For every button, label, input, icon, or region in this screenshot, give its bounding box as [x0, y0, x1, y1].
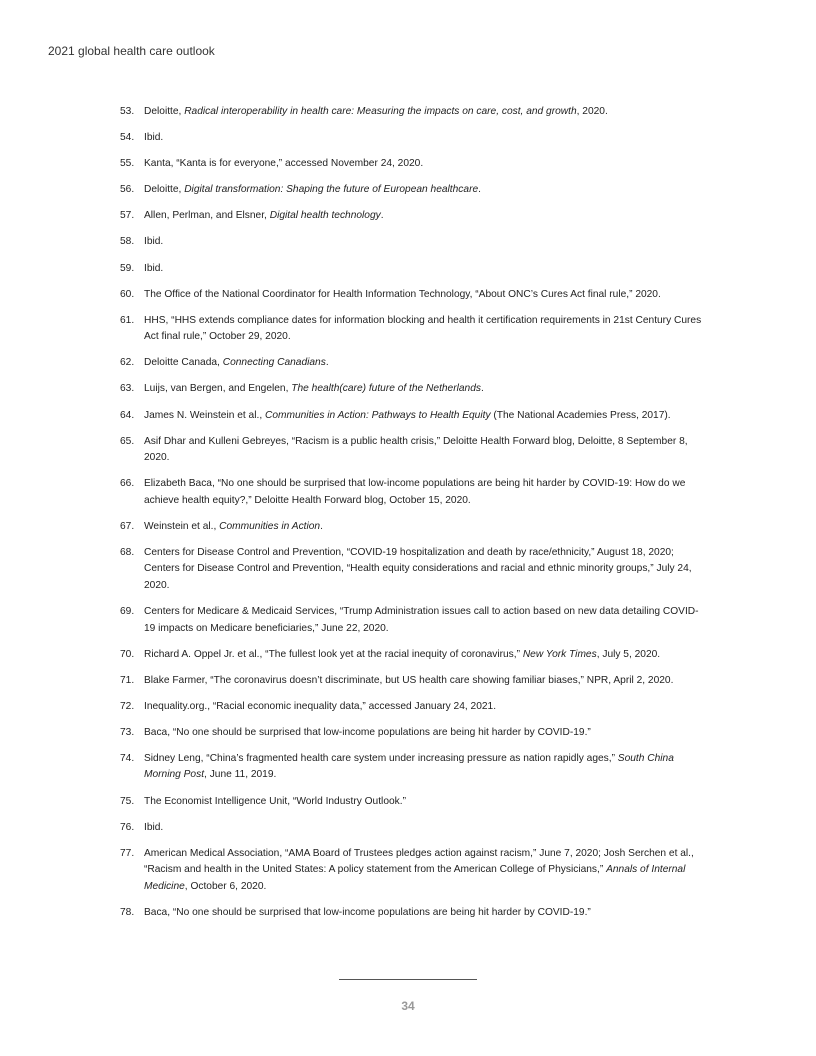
page-number: 34 — [401, 999, 415, 1013]
endnote-item — [112, 208, 702, 225]
endnote-text — [144, 383, 484, 394]
endnote-item — [112, 408, 702, 425]
endnote-text-segment: Centers for Medicare & Medicaid Services, “Trump Administration issues call to action based on new data detailing COVID-19 impacts on Medicare beneficiaries,” June 22, 2020. — [144, 606, 699, 634]
endnote-number: 69. — [120, 606, 135, 617]
endnote-item — [112, 519, 702, 536]
endnote-text — [144, 701, 496, 712]
endnote-text-segment: Richard A. Oppel Jr. et al., “The fullest look yet at the racial inequity of coronavirus,” — [144, 648, 523, 660]
endnote-text-segment: American Medical Association, “AMA Board of Trustees pledges action against racism,” June 7, 2020; Josh Serchen et al., “Racism and health in the United States: A policy statement from the American College of Physicians,” — [144, 847, 694, 876]
endnote-text — [144, 796, 406, 807]
endnote-text — [144, 649, 660, 660]
endnote-item — [112, 434, 702, 467]
endnote-number: 77. — [120, 847, 135, 859]
endnote-number: 57. — [120, 210, 135, 222]
endnote-item — [112, 381, 702, 398]
endnote-item — [112, 104, 702, 121]
endnote-text-segment: Weinstein et al., — [144, 520, 220, 532]
endnote-text-segment: . — [478, 184, 481, 196]
endnote-text-segment: Sidney Leng, “China’s fragmented health care system under increasing pressure as nation rapidly ages,” — [144, 752, 618, 764]
endnote-number: 67. — [120, 520, 135, 532]
endnote-number: 74. — [120, 752, 135, 764]
endnote-text — [144, 521, 323, 532]
endnote-text-segment: Allen, Perlman, and Elsner, — [144, 210, 270, 222]
endnote-item — [112, 673, 702, 690]
endnote-number: 58. — [120, 236, 135, 248]
endnote-title-italic: Communities in Action: Pathways to Health Equity — [264, 409, 491, 421]
endnote-text — [144, 210, 384, 221]
endnote-text — [144, 357, 329, 368]
endnote-text — [144, 675, 673, 686]
endnote-text-segment: . — [325, 357, 329, 369]
endnote-number: 63. — [120, 383, 135, 395]
endnotes-list — [112, 104, 702, 931]
endnote-text-segment: The Office of the National Coordinator for Health Information Technology, “About ONC’s Cures Act final rule,” 2020. — [144, 288, 661, 300]
endnote-number: 64. — [120, 409, 135, 421]
endnote-item — [112, 313, 702, 346]
endnote-text-segment: Baca, “No one should be surprised that low-income populations are being hit harder by COVID-19.” — [144, 726, 591, 738]
endnote-text-segment: Luijs, van Bergen, and Engelen, — [144, 383, 292, 395]
endnote-number: 53. — [120, 106, 135, 117]
endnote-title-italic: Annals of Internal Medicine — [144, 864, 686, 892]
endnote-number: 61. — [120, 314, 135, 326]
endnote-text-segment: Deloitte Canada, — [144, 357, 223, 369]
endnote-text-segment: , 2020. — [576, 106, 608, 117]
endnote-text-segment: Asif Dhar and Kulleni Gebreyes, “Racism is a public health crisis,” Deloitte Health Forward blog, Deloitte, 8 September 8, 2020. — [144, 435, 688, 464]
endnote-item — [112, 182, 702, 199]
endnote-text — [144, 263, 163, 274]
endnote-text-segment: Baca, “No one should be surprised that low-income populations are being hit harder by COVID-19.” — [144, 906, 591, 918]
endnote-text-segment: Ibid. — [144, 821, 164, 833]
endnote-item — [112, 751, 702, 784]
endnote-title-italic: Digital health technology — [269, 210, 381, 222]
endnote-number: 72. — [120, 700, 135, 712]
endnote-number: 66. — [120, 478, 135, 490]
endnote-text-segment: . — [480, 383, 484, 395]
endnote-number: 76. — [120, 821, 135, 833]
endnote-item — [112, 699, 702, 716]
endnote-text-segment: , October 6, 2020. — [184, 880, 267, 892]
endnote-text-segment: Deloitte, — [144, 184, 185, 196]
endnote-item — [112, 130, 702, 147]
endnote-item — [112, 794, 702, 811]
endnote-number: 54. — [120, 132, 135, 144]
endnote-text-segment: Centers for Disease Control and Prevention, “COVID-19 hospitalization and death by race/ethnicity,” August 18, 2020; Centers for Disease Control and Prevention, “Health equity considerations and racial and ethnic minority groups,” July 24, 2020. — [144, 546, 692, 591]
endnote-text-segment: (The National Academies Press, 2017). — [490, 409, 671, 421]
endnote-text-segment: Inequality.org., “Racial economic inequality data,” accessed January 24, 2021. — [144, 700, 497, 712]
endnote-text — [144, 236, 163, 247]
endnote-item — [112, 647, 702, 664]
endnote-item — [112, 820, 702, 837]
endnote-text — [144, 606, 699, 634]
endnote-item — [112, 355, 702, 372]
footer-divider — [339, 979, 477, 980]
endnote-item — [112, 476, 702, 509]
running-header-title: 2021 global health care outlook — [48, 44, 215, 58]
endnote-text-segment: The Economist Intelligence Unit, “World Industry Outlook.” — [144, 795, 406, 807]
endnote-number: 55. — [120, 158, 135, 170]
endnote-number: 70. — [120, 648, 135, 660]
endnote-text — [144, 848, 694, 892]
endnote-title-italic: Digital transformation: Shaping the future of European healthcare — [184, 184, 479, 196]
endnote-text — [144, 436, 688, 464]
endnote-number: 56. — [120, 184, 135, 196]
endnote-text-segment: HHS, “HHS extends compliance dates for information blocking and health it certification requirements in 21st Century Cures Act final rule,” October 29, 2020. — [144, 314, 702, 343]
endnote-number: 62. — [120, 357, 135, 369]
endnote-text-segment: Ibid. — [144, 236, 164, 248]
endnote-text-segment: . — [380, 210, 384, 222]
endnote-number: 60. — [120, 288, 135, 300]
endnote-title-italic: South China Morning Post — [144, 752, 674, 781]
endnote-text — [144, 547, 692, 591]
endnote-item — [112, 156, 702, 173]
endnote-number: 78. — [120, 906, 135, 918]
endnote-title-italic: New York Times — [522, 648, 597, 660]
endnote-number: 75. — [120, 795, 135, 807]
endnote-text-segment: Ibid. — [144, 132, 164, 144]
endnote-number: 65. — [120, 435, 135, 447]
endnote-item — [112, 545, 702, 595]
endnote-number: 68. — [120, 546, 135, 558]
endnote-text-segment: James N. Weinstein et al., — [144, 409, 265, 421]
endnote-text — [144, 753, 674, 781]
endnote-number: 71. — [120, 674, 135, 686]
endnote-text — [144, 132, 163, 143]
endnote-text — [144, 184, 481, 195]
endnote-item — [112, 905, 702, 922]
endnote-text-segment: Blake Farmer, “The coronavirus doesn’t discriminate, but US health care showing familiar biases,” NPR, April 2, 2020. — [144, 674, 674, 686]
endnote-text-segment: Deloitte, — [144, 106, 185, 117]
endnote-text-segment: Kanta, “Kanta is for everyone,” accessed November 24, 2020. — [144, 158, 424, 170]
endnote-item — [112, 261, 702, 278]
endnote-text — [144, 289, 661, 300]
endnote-item — [112, 234, 702, 251]
endnote-text — [144, 158, 423, 169]
endnote-text-segment: , July 5, 2020. — [596, 648, 661, 660]
endnote-text — [144, 822, 163, 833]
endnote-text-segment: . — [320, 520, 323, 532]
endnote-title-italic: The health(care) future of the Netherlands — [291, 383, 481, 395]
endnote-title-italic: Connecting Canadians — [222, 357, 326, 369]
endnote-item — [112, 287, 702, 304]
endnote-item — [112, 725, 702, 742]
endnote-text — [144, 410, 671, 421]
endnote-text — [144, 315, 701, 343]
endnote-text-segment: , June 11, 2019. — [204, 769, 277, 781]
endnote-text — [144, 727, 591, 738]
endnote-number: 73. — [120, 726, 135, 738]
endnote-text — [144, 478, 685, 506]
endnote-text-segment: Elizabeth Baca, “No one should be surprised that low-income populations are being hit harder by COVID-19: How do we achieve health equity?,” Deloitte Health Forward blog, October 15, 2020. — [144, 478, 686, 506]
endnote-title-italic: Radical interoperability in health care: Measuring the impacts on care, cost, and growth — [184, 106, 577, 117]
endnote-item — [112, 846, 702, 896]
endnote-number: 59. — [120, 262, 135, 274]
endnote-title-italic: Communities in Action — [219, 520, 321, 532]
endnote-item — [112, 604, 702, 637]
endnote-text — [144, 907, 591, 918]
endnote-text-segment: Ibid. — [144, 262, 164, 274]
endnote-text — [144, 106, 608, 117]
